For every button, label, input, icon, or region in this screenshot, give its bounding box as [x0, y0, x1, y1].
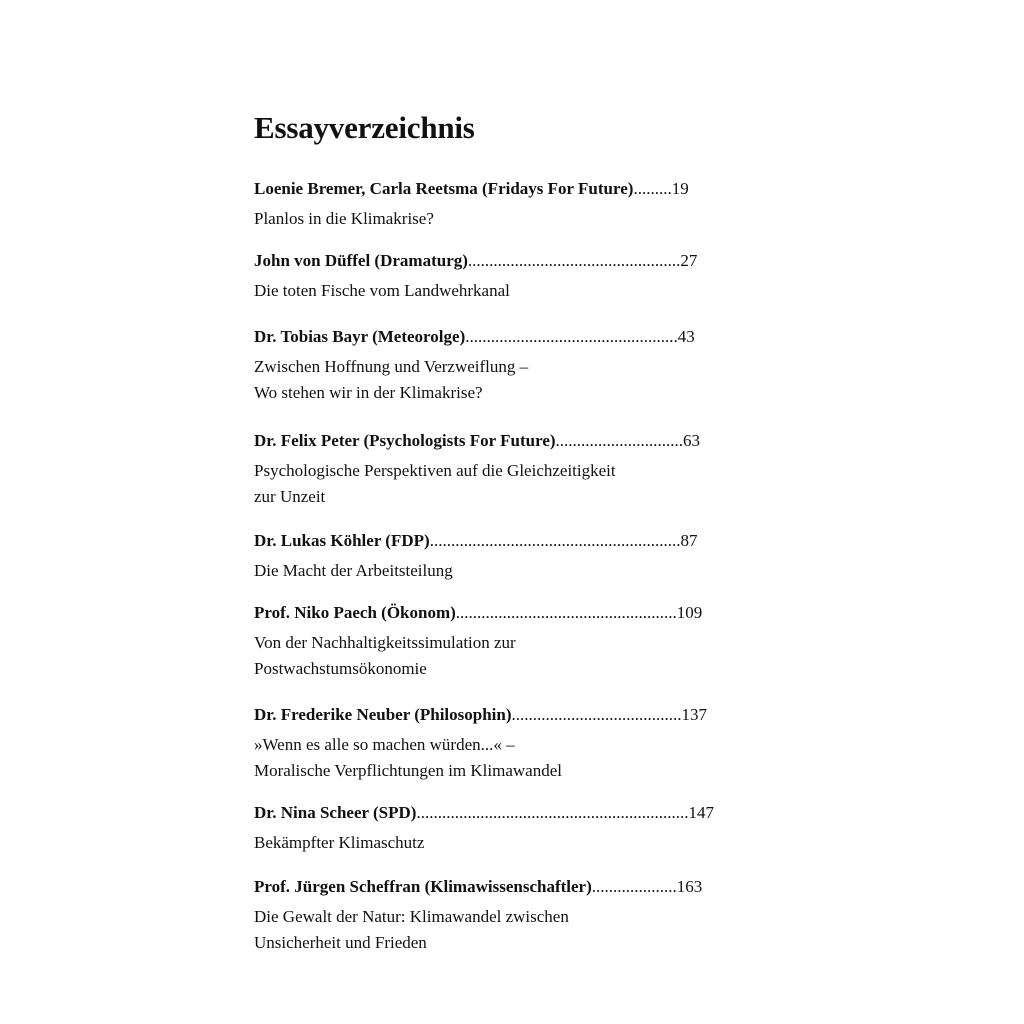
toc-entry — [254, 530, 697, 584]
dot-leader: .................................................... — [455, 603, 677, 622]
dot-leader: ........................................................... — [429, 531, 681, 550]
essay-title — [254, 630, 702, 682]
essay-title-line: Von der Nachhaltigkeitssimulation zur — [254, 633, 516, 652]
essay-title-line: Postwachstumsökonomie — [254, 659, 427, 678]
author-name: John von Düffel (Dramaturg) — [254, 251, 468, 270]
essay-title — [254, 278, 697, 304]
essay-title — [254, 558, 697, 584]
toc-entry-heading — [254, 602, 702, 624]
essay-title-line: Die toten Fische vom Landwehrkanal — [254, 281, 510, 300]
essay-title-line: Planlos in die Klimakrise? — [254, 209, 434, 228]
essay-title-line: Zwischen Hoffnung und Verzweiflung – — [254, 357, 529, 376]
essay-title-line: Wo stehen wir in der Klimakrise? — [254, 383, 483, 402]
essay-title — [254, 732, 707, 784]
essay-title — [254, 904, 702, 956]
essay-title-line: Die Gewalt der Natur: Klimawandel zwischen — [254, 907, 569, 926]
essay-title-line: Psychologische Perspektiven auf die Gleichzeitigkeit — [254, 461, 616, 480]
dot-leader: .................................................. — [467, 251, 681, 270]
page-number: 109 — [676, 603, 703, 622]
author-name: Prof. Jürgen Scheffran (Klimawissenschaftler) — [254, 877, 592, 896]
dot-leader: .............................. — [555, 431, 684, 450]
toc-entry — [254, 326, 695, 406]
author-name: Dr. Frederike Neuber (Philosophin) — [254, 705, 512, 724]
essay-title — [254, 458, 700, 510]
essay-title-line: Bekämpfter Klimaschutz — [254, 833, 425, 852]
author-name: Dr. Nina Scheer (SPD) — [254, 803, 417, 822]
page-number: 27 — [680, 251, 698, 270]
toc-entry-heading — [254, 802, 714, 824]
toc-entry — [254, 704, 707, 784]
page-number: 43 — [677, 327, 695, 346]
essay-title-line: Unsicherheit und Frieden — [254, 933, 427, 952]
dot-leader: .................................................. — [465, 327, 678, 346]
author-name: Dr. Felix Peter (Psychologists For Future) — [254, 431, 556, 450]
table-of-contents — [254, 108, 794, 952]
page-number: 87 — [680, 531, 698, 550]
author-name: Loenie Bremer, Carla Reetsma (Fridays For Future) — [254, 179, 634, 198]
page-title: Essayverzeichnis — [254, 110, 475, 145]
toc-entry-heading — [254, 326, 695, 348]
toc-entry — [254, 250, 697, 304]
toc-entry-heading — [254, 430, 700, 452]
essay-title — [254, 830, 714, 856]
essay-title — [254, 354, 695, 406]
essay-title-line: Moralische Verpflichtungen im Klimawandel — [254, 761, 562, 780]
toc-entry-heading — [254, 704, 707, 726]
toc-entry — [254, 430, 700, 510]
toc-entry — [254, 876, 702, 956]
author-name: Prof. Niko Paech (Ökonom) — [254, 603, 456, 622]
page-number: 19 — [671, 179, 689, 198]
essay-title-line: Die Macht der Arbeitsteilung — [254, 561, 453, 580]
author-name: Dr. Lukas Köhler (FDP) — [254, 531, 430, 550]
toc-entry-heading — [254, 876, 702, 898]
toc-entry — [254, 178, 689, 232]
dot-leader: ......... — [633, 179, 672, 198]
page-number: 163 — [676, 877, 703, 896]
toc-entry-heading — [254, 178, 689, 200]
essay-title-line: zur Unzeit — [254, 487, 326, 506]
toc-entry-heading — [254, 250, 697, 272]
toc-entry — [254, 602, 702, 682]
author-name: Dr. Tobias Bayr (Meteorolge) — [254, 327, 466, 346]
essay-title — [254, 206, 689, 232]
page-number: 147 — [688, 803, 714, 822]
toc-entry — [254, 802, 714, 856]
dot-leader: ................................................................ — [416, 803, 689, 822]
dot-leader: ........................................ — [511, 705, 682, 724]
page-number: 137 — [681, 705, 708, 724]
page-number: 63 — [683, 431, 701, 450]
toc-entry-heading — [254, 530, 697, 552]
dot-leader: .................... — [591, 877, 677, 896]
essay-title-line: »Wenn es alle so machen würden...« – — [254, 735, 515, 754]
